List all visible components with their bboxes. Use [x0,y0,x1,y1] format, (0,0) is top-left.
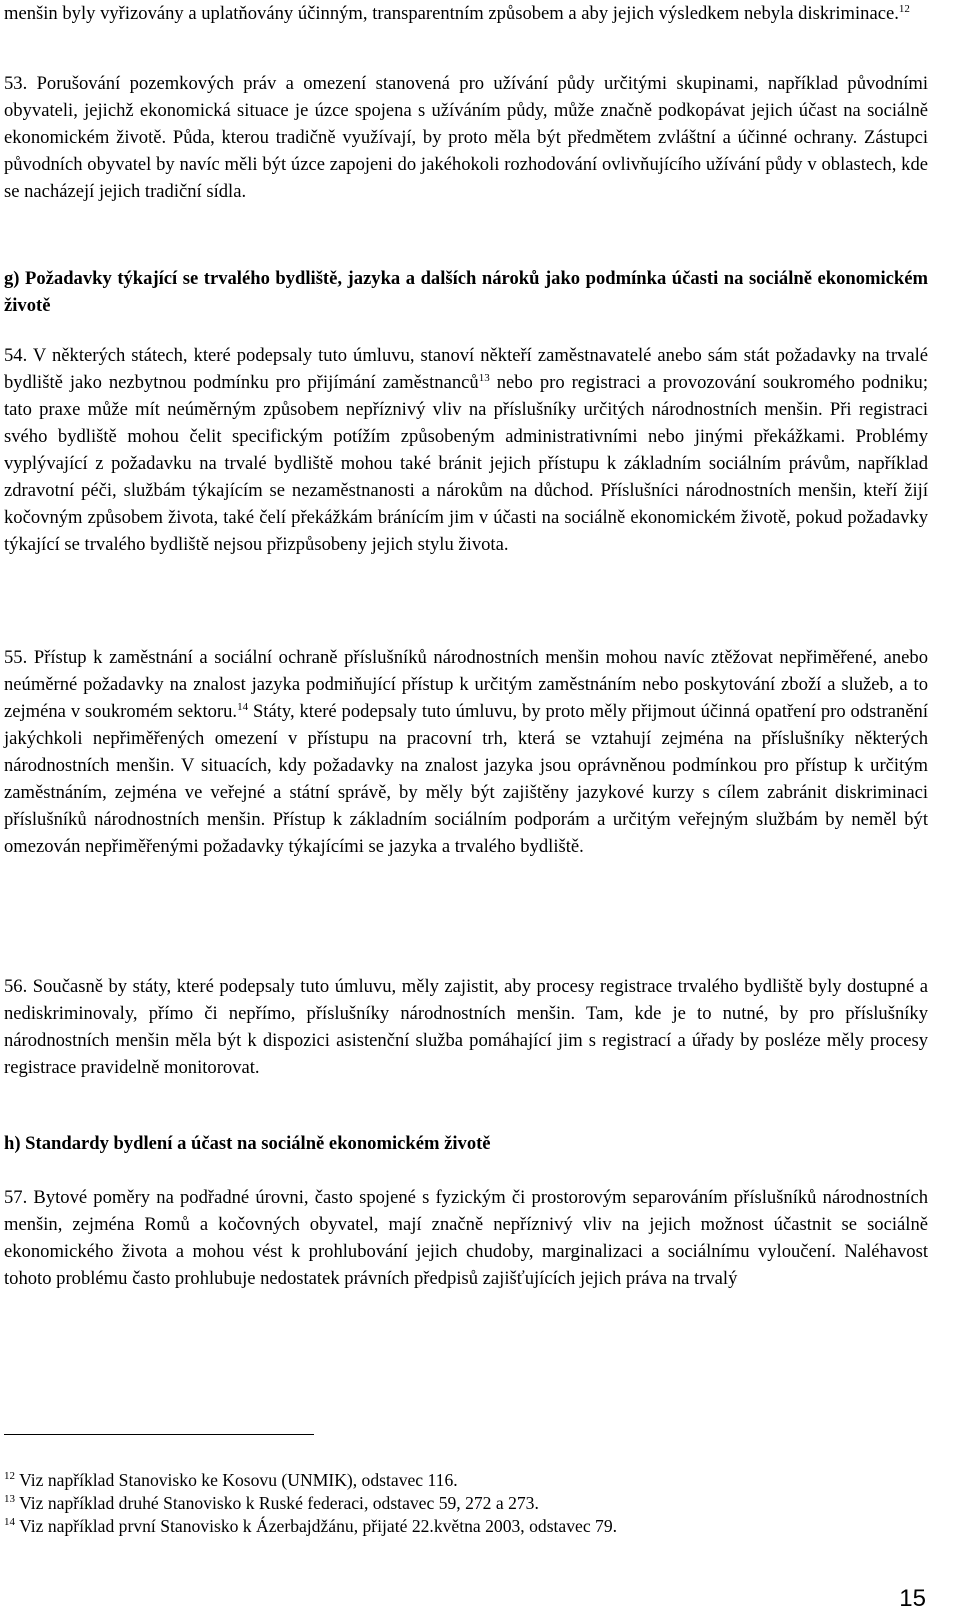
paragraph-53: 53. Porušování pozemkových práv a omezení stanovená pro užívání půdy určitými skupinami, například původními obyvateli, jejichž ekonomická situace je úzce spojena s užíváním půdy, může značně podkopávat jejich účast na sociálně ekonomickém životě. Půda, kterou tradičně využívají, by proto měla být předmětem zvláštní a účinné ochrany. Zástupci původních obyvatel by navíc měli být úzce zapojeni do jakéhokoli rozhodování ovlivňujícího užívání půdy v oblastech, kde se nacházejí jejich tradiční sídla. [4,73,928,202]
footnote-text: Viz například Stanovisko ke Kosovu (UNMIK), odstavec 116. [19,1470,458,1490]
footnote-number: 13 [4,1493,15,1505]
paragraph-57: 57. Bytové poměry na podřadné úrovni, často spojené s fyzickým či prostorovým separováním příslušníků národnostních menšin, zejména Romů a kočovných obyvatel, mají značně nepříznivý vliv na jejich možnost účastnit se sociálně ekonomického života a mohou vést k prohlubování jejich chudoby, marginalizaci a sociálnímu vyloučení. Naléhavost tohoto problému často prohlubuje nedostatek právních předpisů zajišťujících jejich práva na trvalý [4,1187,928,1289]
paragraph-56: 56. Současně by státy, které podepsaly tuto úmluvu, měly zajistit, aby procesy registrace trvalého bydliště byly dostupné a nediskriminovaly, přímo či nepřímo, příslušníky národnostních menšin. Tam, kde je to nutné, by pro příslušníky národnostních menšin měla být k dispozici asistenční služba pomáhající jim s registrací a úřady by posléze měly procesy registrace pravidelně monitorovat. [4,976,928,1078]
footnote-divider [4,1434,314,1435]
paragraph-text: Státy, které podepsaly tuto úmluvu, by proto měly přijmout účinná opatření pro odstranění jakýchkoli nepřiměřených omezení v přístupu na pracovní trh, která se vztahují zejména na příslušníky některých národnostních menšin. V situacích, kdy požadavky na znalost jazyka jsou oprávněnou podmínkou pro přístup k určitým zaměstnáním, zejména ve veřejné a státní správě, by měly být zajištěny jazykové kurzy s cílem zabránit diskriminaci příslušníků národnostních menšin. Přístup k základním sociálním podporám a určitým veřejným službám by neměl být omezován nepřiměřenými požadavky týkajícími se jazyka a trvalého bydliště. [4,701,928,857]
footnote-14 [4,1515,928,1537]
paragraph-55 [4,644,928,860]
paragraph-text: menšin byly vyřizovány a uplatňovány účinným, transparentním způsobem a aby jejich výsledkem nebyla diskriminace. [4,3,899,24]
footnote-12 [4,1469,928,1491]
paragraph-continuation [4,0,928,27]
footnote-text: Viz například první Stanovisko k Ázerbajdžánu, přijaté 22.května 2003, odstavec 79. [19,1516,618,1536]
footnote-text: Viz například druhé Stanovisko k Ruské federaci, odstavec 59, 272 a 273. [19,1493,539,1513]
section-heading-h: h) Standardy bydlení a účast na sociálně ekonomickém životě [4,1133,491,1154]
footnote-ref-14: 14 [237,701,249,713]
paragraph-text: nebo pro registraci a provozování soukromého podniku; tato praxe může mít neúměrným způsobem nepříznivý vliv na příslušníky určitých národnostních menšin. Při registraci svého bydliště mohou čelit specifickým potížím způsobeným administrativními nebo jinými překážkami. Problémy vyplývající z požadavku na trvalé bydliště mohou také bránit jejich přístupu k základním sociálním právům, například zdravotní péči, službám týkajícím se nezaměstnanosti a nárokům na důchod. Příslušníci národnostních menšin, kteří žijí kočovným způsobem života, také čelí překážkám bránícím jim v účasti na sociálně ekonomickém životě, pokud požadavky týkající se trvalého bydliště nejsou přizpůsobeny jejich stylu života. [4,372,928,555]
page-number: 15 [899,1585,926,1612]
footnote-number: 14 [4,1516,15,1528]
paragraph-text: 55. Přístup k zaměstnání a sociální ochraně příslušníků národnostních menšin mohou navíc ztěžovat nepřiměřené, anebo neúměrné požadavky na znalost jazyka podmiňující přístup k určitým zaměstnáním nebo poskytování zboží a služeb, a to zejména v soukromém sektoru. [4,647,928,722]
footnote-ref-13: 13 [478,372,490,384]
paragraph-text: 54. V některých státech, které podepsaly tuto úmluvu, stanoví někteří zaměstnavatelé anebo sám stát požadavky na trvalé bydliště jako nezbytnou podmínku pro přijímání zaměstnanců [4,345,928,393]
footnote-13 [4,1492,928,1514]
footnote-number: 12 [4,1470,15,1482]
paragraph-54 [4,342,928,558]
footnote-ref-12: 12 [898,3,910,15]
section-heading-g: g) Požadavky týkající se trvalého bydliště, jazyka a dalších nároků jako podmínka účasti na sociálně ekonomickém životě [4,268,928,316]
